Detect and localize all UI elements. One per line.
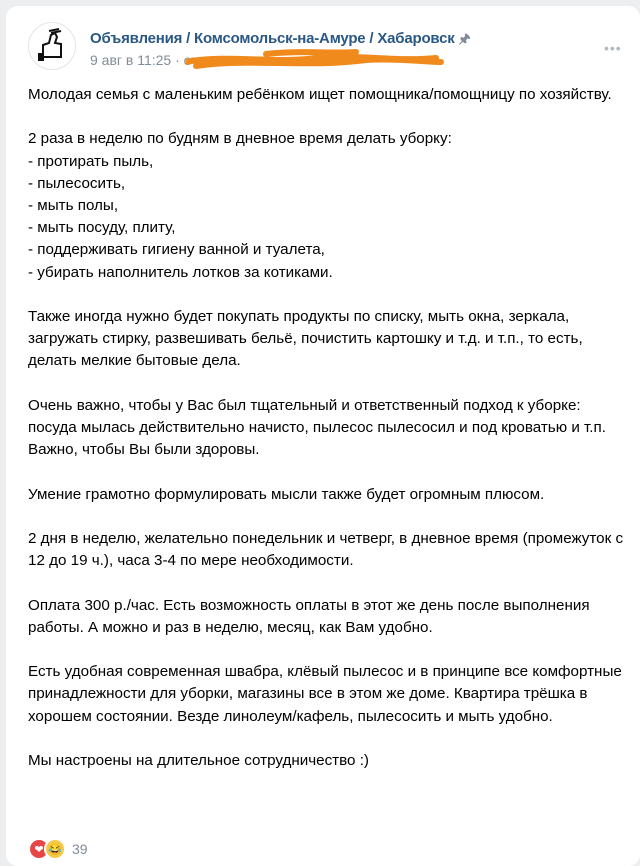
thumbs-up-money-icon [29,23,75,69]
post-paragraph: Есть удобная современная швабра, клёвый пылесос и в принципе все комфортные принадлежности для уборки, магазины все в этом же доме. Квартира трёшка в хорошем состоянии. Везде линолеум/кафель, пылесосить и мыть удобно. [28,663,622,725]
post-paragraph: Оплата 300 р./час. Есть возможность оплаты в этот же день после выполнения работы. А можно и раз в неделю, месяц, как Вам удобно. [28,596,590,636]
group-avatar[interactable] [28,22,76,70]
meta-separator: · [175,52,180,68]
post-date[interactable]: 9 авг в 11:25 [90,52,172,68]
post-card [6,6,640,866]
author-prefix: от [183,52,198,68]
post-paragraph: 2 раза в неделю по будням в дневное время делать уборку: - протирать пыль, - пылесосить, - мыть полы, - мыть посуду, плиту, - поддерживать гигиену ванной и туалета, - убирать наполнитель лотков за котиками. [28,130,452,281]
pin-icon: 🖈 [458,31,471,46]
reactions[interactable] [28,838,88,860]
redaction-scribble [183,48,446,72]
post-paragraph: Также иногда нужно будет покупать продукты по списку, мыть окна, зеркала, загружать стирку, развешивать бельё, почистить картошку и т.д. и т.п., то есть, делать мелкие бытовые дела. [28,308,583,370]
reaction-count: 39 [72,841,88,857]
post-paragraph: Молодая семья с маленьким ребёнком ищет помощника/помощницу по хозяйству. [28,86,612,103]
heart-reaction-icon: ❤ [28,838,50,860]
group-title[interactable]: Объявления / Комсомольск-на-Амуре / Хабаровск [90,30,455,47]
more-options-icon[interactable]: ••• [604,40,622,56]
post-paragraph: 2 дня в неделю, желательно понедельник и четверг, в дневное время (промежуток с 12 до 19 ч.), часа 3-4 по мере необходимости. [28,529,624,570]
post-meta [90,52,198,68]
post-text [28,84,628,794]
post-paragraph: Умение грамотно формулировать мысли также будет огромным плюсом. [28,485,545,503]
post-paragraph: Очень важно, чтобы у Вас был тщательный и ответственный подход к уборке: посуда мылась действительно начисто, пылесос пылесосил и под кроватью и т.п. Важно, чтобы Вы были здоровы. [28,396,606,459]
post-paragraph: Мы настроены на длительное сотрудничество :) [28,751,369,769]
laughing-emoji-icon: 😂 [44,838,66,860]
